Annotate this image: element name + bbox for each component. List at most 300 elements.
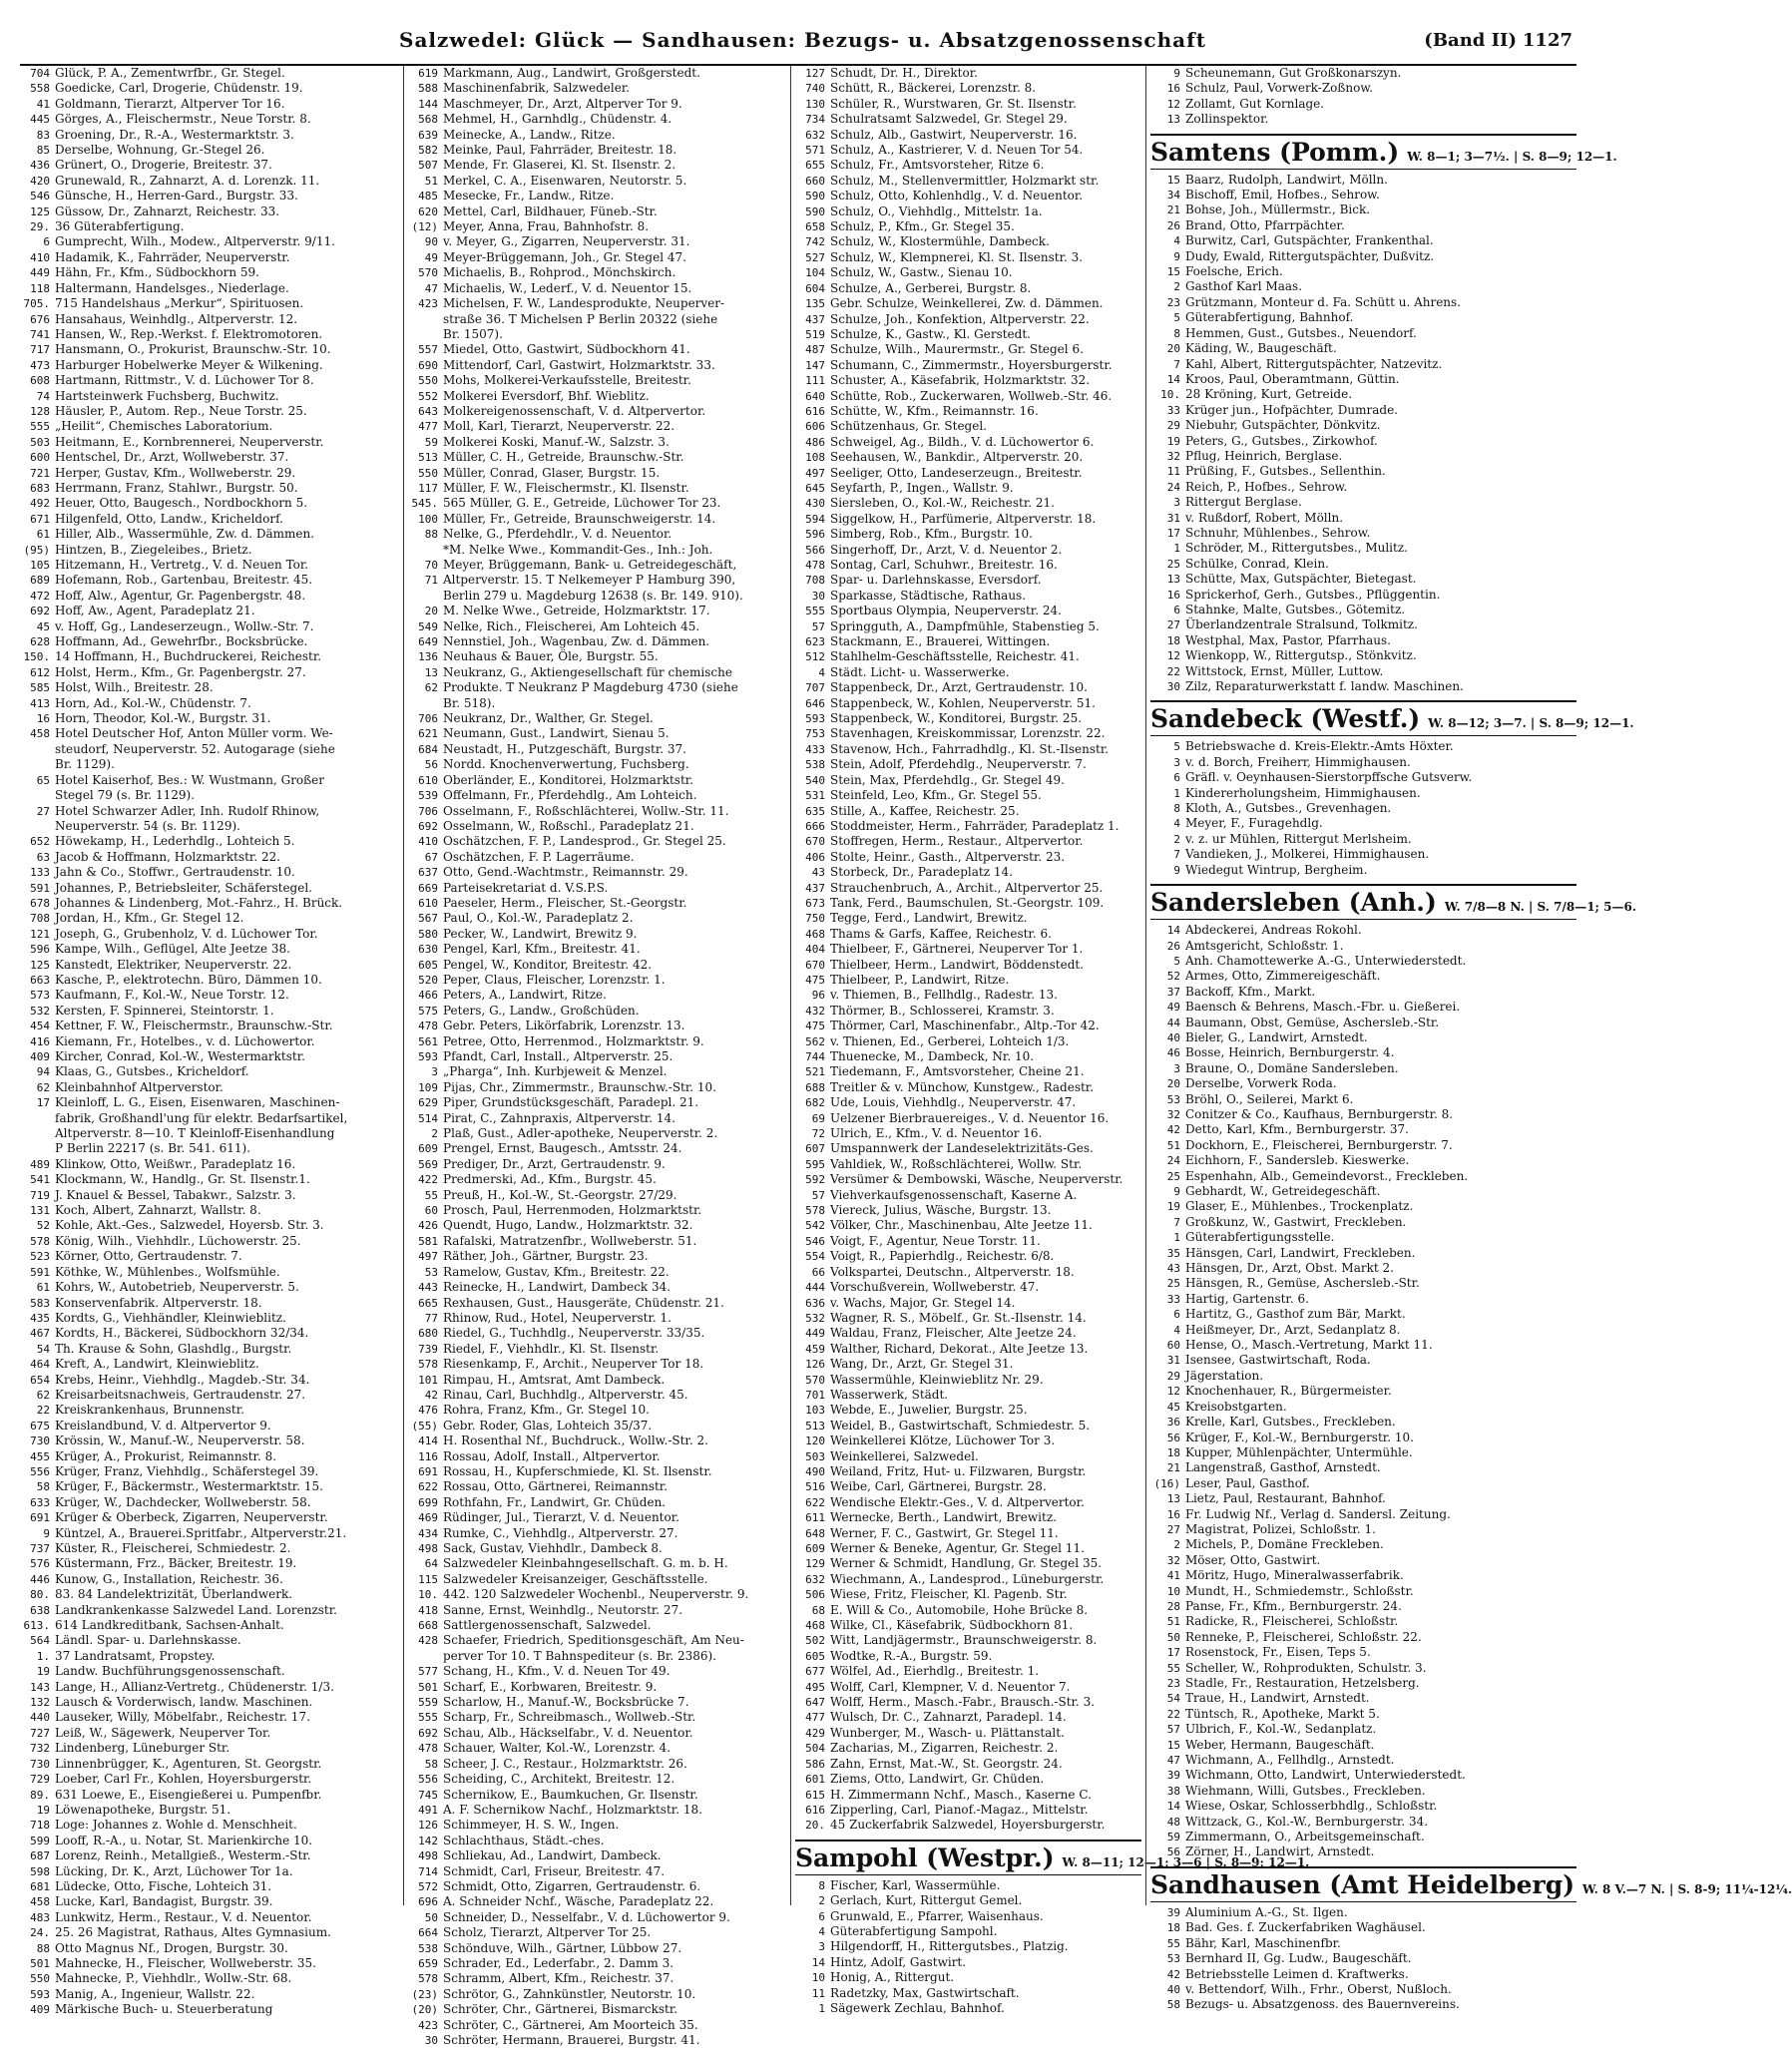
phone-number: 678 xyxy=(30,896,50,910)
subscriber-text: Versümer & Dembowski, Wäsche, Neuperverstr. xyxy=(830,1172,1123,1187)
directory-entry xyxy=(20,1280,399,1295)
directory-entry xyxy=(795,773,1141,788)
directory-entry xyxy=(20,1234,399,1249)
phone-number: 692 xyxy=(418,819,438,833)
phone-number: 27 xyxy=(1166,618,1180,632)
directory-entry xyxy=(20,496,399,511)
directory-entry xyxy=(1150,679,1576,694)
subscriber-text: Kreisarbeitsnachweis, Gertraudenstr. 27. xyxy=(55,1387,306,1402)
phone-number: (95) xyxy=(23,543,50,557)
subscriber-text: Thielbeer, Herm., Landwirt, Böddenstedt. xyxy=(830,957,1085,972)
volume-label: (Band II) xyxy=(1424,30,1517,51)
subscriber-text: Honig, A., Rittergut. xyxy=(830,1970,955,1985)
subscriber-text: Voigt, R., Papierhdlg., Reichestr. 6/8. xyxy=(830,1249,1055,1264)
phone-number: 432 xyxy=(805,1004,825,1018)
directory-entry xyxy=(408,1080,786,1095)
phone-number xyxy=(408,543,443,558)
subscriber-text: Schrader, Ed., Lederfabr., 2. Damm 3. xyxy=(443,1955,674,1970)
phone-number: 32 xyxy=(1166,1107,1180,1121)
subscriber-text: Oberländer, E., Konditorei, Holzmarktstr. xyxy=(443,772,694,787)
phone-number: 561 xyxy=(418,1034,438,1048)
subscriber-text: Scharf, E., Korbwaren, Breitestr. 9. xyxy=(443,1679,658,1694)
phone-number: 4 xyxy=(1173,1323,1180,1337)
subscriber-text: Schnuhr, Mühlenbes., Sehrow. xyxy=(1185,525,1371,540)
phone-number: 39 xyxy=(1166,1905,1180,1919)
phone-number: 684 xyxy=(418,742,438,756)
directory-entry xyxy=(20,1556,399,1571)
directory-entry xyxy=(1150,1815,1576,1830)
subscriber-text: Schützenhaus, Gr. Stegel. xyxy=(830,419,987,434)
subscriber-text: Wang, Dr., Arzt, Gr. Stegel 31. xyxy=(830,1357,1014,1372)
phone-number: 108 xyxy=(805,451,825,465)
directory-entry xyxy=(1150,264,1576,279)
directory-entry xyxy=(20,1249,399,1264)
directory-entry xyxy=(20,281,399,296)
directory-entry xyxy=(795,174,1141,189)
directory-entry xyxy=(1150,847,1576,862)
phone-number: 670 xyxy=(805,835,825,849)
subscriber-text: Schulz, Fr., Amtsvorsteher, Ritze 6. xyxy=(830,158,1045,173)
phone-number: 468 xyxy=(805,927,825,941)
phone-number: 573 xyxy=(30,989,50,1003)
subscriber-text: Treitler & v. Münchow, Kunstgew., Radestr. xyxy=(830,1079,1095,1094)
phone-number: 430 xyxy=(805,497,825,511)
phone-number: 85 xyxy=(36,144,50,158)
directory-entry xyxy=(795,296,1141,311)
directory-entry xyxy=(795,496,1141,511)
phone-number: 540 xyxy=(805,773,825,787)
directory-entry xyxy=(20,865,399,880)
place-name: Sandhausen (Amt Heidelberg) xyxy=(1150,1869,1575,1899)
subscriber-text: Stappenbeck, W., Kohlen, Neuperverstr. 51. xyxy=(830,695,1096,710)
directory-entry xyxy=(20,1464,399,1479)
phone-number: 607 xyxy=(805,1142,825,1156)
phone-number: 20 xyxy=(1166,1077,1180,1091)
directory-entry xyxy=(408,1157,786,1172)
phone-number: 663 xyxy=(30,973,50,987)
phone-number: 649 xyxy=(418,635,438,649)
directory-entry xyxy=(408,1357,786,1372)
subscriber-text: Hiller, Alb., Wassermühle, Zw. d. Dämmen. xyxy=(55,527,315,542)
phone-number: 490 xyxy=(805,1464,825,1478)
directory-entry xyxy=(408,1265,786,1280)
directory-entry xyxy=(1150,1844,1576,1859)
directory-entry xyxy=(1150,1951,1576,1966)
directory-entry xyxy=(795,1603,1141,1618)
phone-number: 680 xyxy=(418,1327,438,1341)
subscriber-text: Springguth, A., Dampfmühle, Stabenstieg 5. xyxy=(830,618,1100,633)
subscriber-text: Tüntsch, R., Apotheke, Markt 5. xyxy=(1185,1706,1380,1721)
directory-entry xyxy=(408,1280,786,1295)
directory-entry xyxy=(1150,1261,1576,1276)
directory-entry xyxy=(408,358,786,373)
place-name: Sandersleben (Anh.) xyxy=(1150,888,1437,918)
directory-entry xyxy=(20,573,399,588)
page-title: Salzwedel: Glück — Sandhausen: Bezugs- u. Absatzgenossenschaft xyxy=(399,28,1206,52)
directory-entry xyxy=(408,1188,786,1203)
directory-entry xyxy=(408,1894,786,1909)
directory-entry xyxy=(795,711,1141,726)
phone-number: 566 xyxy=(805,543,825,557)
subscriber-text: v. d. Borch, Freiherr, Himmighausen. xyxy=(1185,754,1411,769)
directory-entry xyxy=(408,604,786,618)
directory-entry xyxy=(20,1479,399,1494)
subscriber-text: Backoff, Kfm., Markt. xyxy=(1185,984,1316,999)
phone-number: 478 xyxy=(418,1742,438,1756)
directory-entry xyxy=(1150,1614,1576,1629)
phone-number: 739 xyxy=(418,1342,438,1356)
directory-entry xyxy=(20,1925,399,1940)
subscriber-text: Th. Krause & Sohn, Glashdlg., Burgstr. xyxy=(55,1341,292,1356)
subscriber-text: „Heilit“, Chemisches Laboratorium. xyxy=(55,419,273,434)
subscriber-text: Neustadt, H., Putzgeschäft, Burgstr. 37. xyxy=(443,741,686,756)
directory-entry xyxy=(1150,188,1576,203)
subscriber-text: Kaufmann, F., Kol.-W., Neue Torstr. 12. xyxy=(55,988,289,1003)
subscriber-text: Rinau, Carl, Buchhdlg., Altperverstr. 45. xyxy=(443,1387,688,1402)
phone-number: 21 xyxy=(1166,1461,1180,1475)
subscriber-text: Zacharias, M., Zigarren, Reichestr. 2. xyxy=(830,1741,1059,1756)
directory-entry xyxy=(408,1479,786,1494)
phone-number: 593 xyxy=(30,1987,50,2001)
directory-entry xyxy=(408,1834,786,1848)
subscriber-text: Conitzer & Co., Kaufhaus, Bernburgerstr. 8. xyxy=(1185,1106,1454,1121)
subscriber-text: Küster, R., Fleischerei, Schmiedestr. 2. xyxy=(55,1541,291,1555)
directory-entry xyxy=(1150,739,1576,754)
subscriber-text: Klinkow, Otto, Weißwr., Paradeplatz 16. xyxy=(55,1156,296,1171)
directory-entry xyxy=(1150,1722,1576,1737)
phone-number: 56 xyxy=(424,758,438,772)
directory-entry xyxy=(408,1864,786,1879)
directory-entry xyxy=(1150,1522,1576,1537)
subscriber-text: Gerlach, Kurt, Rittergut Gemel. xyxy=(830,1893,1023,1908)
directory-entry xyxy=(20,711,399,726)
phone-number: 62 xyxy=(36,1080,50,1094)
directory-entry xyxy=(795,1649,1141,1664)
phone-number: 42 xyxy=(1166,1967,1180,1981)
phone-number: 23 xyxy=(1166,1677,1180,1690)
phone-number: 131 xyxy=(30,1204,50,1218)
phone-number: 446 xyxy=(30,1572,50,1586)
directory-entry xyxy=(1150,480,1576,495)
subscriber-text: Scheer, J. C., Restaur., Holzmarktstr. 26. xyxy=(443,1756,687,1771)
phone-number: 572 xyxy=(418,1879,438,1893)
phone-number: 410 xyxy=(418,835,438,849)
phone-number: 578 xyxy=(418,1972,438,1986)
directory-entry xyxy=(408,1141,786,1156)
subscriber-text: Schang, H., Kfm., V. d. Neuen Tor 49. xyxy=(443,1664,671,1679)
subscriber-text: Märkische Buch- u. Steuerberatung xyxy=(55,2002,273,2017)
directory-entry xyxy=(795,1541,1141,1556)
directory-entry xyxy=(1150,279,1576,294)
phone-number: 133 xyxy=(30,866,50,880)
directory-entry xyxy=(408,1172,786,1187)
phone-number xyxy=(20,742,55,757)
phone-number: 4 xyxy=(818,665,825,679)
phone-number: 659 xyxy=(418,1956,438,1970)
subscriber-text: Harburger Hobelwerke Meyer & Wilkening. xyxy=(55,357,323,372)
subscriber-text: Hoff, Alw., Agentur, Gr. Pagenbergstr. 48. xyxy=(55,588,306,603)
directory-entry xyxy=(408,773,786,788)
subscriber-text: v. z. ur Mühlen, Rittergut Merlsheim. xyxy=(1185,831,1412,846)
place-heading xyxy=(1150,700,1634,736)
directory-entry xyxy=(408,1664,786,1679)
directory-entry xyxy=(1150,1323,1576,1338)
subscriber-text: Ziems, Otto, Landwirt, Gr. Chüden. xyxy=(830,1772,1045,1787)
subscriber-text: Jacob & Hoffmann, Holzmarktstr. 22. xyxy=(55,849,281,864)
directory-entry xyxy=(20,649,399,664)
subscriber-text: Anh. Chamottewerke A.-G., Unterwiederstedt. xyxy=(1185,953,1467,968)
directory-entry xyxy=(20,1172,399,1187)
subscriber-text: Schmidt, Carl, Friseur, Breitestr. 47. xyxy=(443,1863,666,1878)
subscriber-text: Peper, Claus, Fleischer, Lorenzstr. 1. xyxy=(443,972,666,987)
directory-entry xyxy=(1150,1553,1576,1568)
directory-entry xyxy=(20,1741,399,1756)
directory-entry xyxy=(1150,1661,1576,1676)
directory-entry xyxy=(20,358,399,373)
directory-entry xyxy=(408,1818,786,1833)
phone-number: (20) xyxy=(411,2003,438,2017)
subscriber-text: Wittzack, G., Kol.-W., Bernburgerstr. 34. xyxy=(1185,1814,1429,1829)
phone-number: 687 xyxy=(30,1849,50,1863)
subscriber-text: Hentschel, Dr., Arzt, Wollweberstr. 37. xyxy=(55,450,289,465)
directory-entry xyxy=(795,1449,1141,1464)
phone-number: 575 xyxy=(418,1004,438,1018)
subscriber-text: Niebuhr, Gutspächter, Dönkvitz. xyxy=(1185,418,1381,433)
subscriber-text: Berlin 279 u. Magdeburg 12638 (s. Br. 149. 910). xyxy=(443,588,743,603)
directory-entry xyxy=(795,1434,1141,1448)
phone-number: 60 xyxy=(1166,1339,1180,1353)
subscriber-text: Zollinspektor. xyxy=(1185,112,1269,127)
subscriber-text: Amtsgericht, Schloßstr. 1. xyxy=(1185,938,1344,953)
subscriber-text: Stegel 79 (s. Br. 1129). xyxy=(55,788,196,803)
phone-number: 53 xyxy=(1166,1952,1180,1966)
subscriber-text: Güterabfertigungsstelle. xyxy=(1185,1230,1335,1245)
subscriber-text: straße 36. T Michelsen P Berlin 20322 (siehe xyxy=(443,311,718,326)
subscriber-text: Mehmel, H., Garnhdlg., Chüdenstr. 4. xyxy=(443,112,672,127)
phone-number: 11 xyxy=(1166,465,1180,479)
subscriber-text: Sparkasse, Städtische, Rathaus. xyxy=(830,588,1027,603)
phone-number: 652 xyxy=(30,835,50,849)
directory-entry xyxy=(20,1080,399,1095)
directory-entry xyxy=(408,1848,786,1863)
subscriber-text: Tegge, Ferd., Landwirt, Brewitz. xyxy=(830,911,1028,926)
directory-entry xyxy=(1150,1584,1576,1599)
subscriber-text: Kohle, Akt.-Ges., Salzwedel, Hoyersb. Str. 3. xyxy=(55,1218,324,1233)
subscriber-text: Räther, Joh., Gärtner, Burgstr. 23. xyxy=(443,1249,649,1264)
directory-entry xyxy=(1150,786,1576,801)
phone-number: 126 xyxy=(805,1358,825,1372)
directory-entry xyxy=(795,543,1141,558)
phone-number: 692 xyxy=(418,1726,438,1740)
directory-entry xyxy=(20,1757,399,1772)
phone-number: 433 xyxy=(805,742,825,756)
column-2 xyxy=(403,66,786,2047)
subscriber-text: Vorschußverein, Wollweberstr. 47. xyxy=(830,1280,1040,1295)
directory-entry xyxy=(408,1556,786,1571)
phone-number: 1. xyxy=(36,1649,50,1663)
subscriber-text: Müller, C. H., Getreide, Braunschw.-Str. xyxy=(443,450,684,465)
phone-number: 550 xyxy=(418,374,438,388)
subscriber-text: Rüdinger, Jul., Tierarzt, V. d. Neuentor. xyxy=(443,1510,679,1525)
subscriber-text: Heuer, Otto, Baugesch., Nordbockhorn 5. xyxy=(55,496,308,511)
subscriber-text: Grunwald, E., Pfarrer, Waisenhaus. xyxy=(830,1908,1044,1923)
phone-number: 125 xyxy=(30,205,50,218)
directory-entry xyxy=(20,1403,399,1418)
phone-number: 104 xyxy=(805,266,825,280)
subscriber-text: Peters, A., Landwirt, Ritze. xyxy=(443,988,607,1003)
phone-number: 10. xyxy=(1160,388,1180,402)
subscriber-text: Hänsgen, R., Gemüse, Aschersleb.-Str. xyxy=(1185,1276,1420,1291)
phone-number: 9 xyxy=(1173,863,1180,877)
subscriber-text: Stavenow, Hch., Fahrradhdlg., Kl. St.-Ilsenstr. xyxy=(830,741,1110,756)
phone-number: 541 xyxy=(30,1173,50,1187)
subscriber-text: Stoddmeister, Herm., Fahrräder, Paradeplatz 1. xyxy=(830,818,1120,833)
phone-number: 475 xyxy=(805,1020,825,1033)
directory-entry xyxy=(408,942,786,957)
subscriber-text: Schulz, M., Stellenvermittler, Holzmarkt str. xyxy=(830,173,1100,188)
phone-number: 552 xyxy=(418,389,438,403)
subscriber-text: Meinke, Paul, Fahrräder, Breitestr. 18. xyxy=(443,143,677,158)
phone-number: 610 xyxy=(418,896,438,910)
directory-entry xyxy=(408,265,786,280)
phone-number: 14 xyxy=(1166,924,1180,938)
subscriber-text: v. Rußdorf, Robert, Mölln. xyxy=(1185,510,1344,525)
phone-number: 555 xyxy=(30,420,50,434)
directory-entry xyxy=(408,1296,786,1311)
directory-entry xyxy=(20,66,399,81)
directory-entry xyxy=(795,281,1141,296)
phone-number: 586 xyxy=(805,1757,825,1771)
subscriber-text: Derselbe, Vorwerk Roda. xyxy=(1185,1076,1337,1091)
directory-entry xyxy=(20,1788,399,1803)
directory-entry xyxy=(408,128,786,143)
subscriber-text: Thielbeer, F., Gärtnerei, Neuperver Tor 1. xyxy=(830,942,1084,957)
phone-number: 532 xyxy=(30,1004,50,1018)
directory-entry xyxy=(408,1419,786,1434)
phone-number: 531 xyxy=(805,789,825,803)
subscriber-text: Müller, Conrad, Glaser, Burgstr. 15. xyxy=(443,465,661,480)
directory-entry xyxy=(408,1510,786,1525)
directory-entry xyxy=(408,512,786,527)
directory-entry xyxy=(408,205,786,219)
directory-entry xyxy=(1150,969,1576,984)
directory-entry xyxy=(408,66,786,81)
phone-number: 3 xyxy=(818,1940,825,1954)
directory-entry xyxy=(1150,1169,1576,1184)
subscriber-text: König, Wilh., Viehhdlr., Lüchowerstr. 25. xyxy=(55,1233,301,1248)
directory-entry xyxy=(1150,617,1576,632)
subscriber-text: Mohs, Molkerei-Verkaufsstelle, Breitestr. xyxy=(443,373,691,388)
office-hours: W. 8 V.—7 N. | S. 8-9; 11¼-12¼. xyxy=(1582,1881,1792,1896)
phone-number: 7 xyxy=(1173,848,1180,862)
subscriber-text: Gebhardt, W., Getreidegeschäft. xyxy=(1185,1184,1381,1198)
subscriber-text: Langenstraß, Gasthof, Arnstedt. xyxy=(1185,1460,1381,1475)
directory-entry xyxy=(1150,1768,1576,1783)
phone-number: 61 xyxy=(36,1281,50,1295)
directory-entry xyxy=(408,1064,786,1079)
subscriber-text: Linnenbrügger, K., Agenturen, St. Georgstr. xyxy=(55,1756,322,1771)
phone-number: 20. xyxy=(805,1819,825,1833)
directory-entry xyxy=(20,1848,399,1863)
phone-number: 486 xyxy=(805,435,825,449)
directory-entry xyxy=(408,496,786,511)
directory-entry xyxy=(795,1909,1141,1924)
directory-entry xyxy=(20,680,399,695)
subscriber-text: Jägerstation. xyxy=(1185,1368,1264,1383)
directory-entry xyxy=(1150,1738,1576,1753)
phone-number: 19 xyxy=(1166,434,1180,448)
subscriber-text: Löwenapotheke, Burgstr. 51. xyxy=(55,1802,231,1817)
directory-entry xyxy=(408,296,786,311)
phone-number xyxy=(20,788,55,803)
subscriber-text: Bad. Ges. f. Zuckerfabriken Waghäusel. xyxy=(1185,1920,1426,1935)
phone-number: 6 xyxy=(1173,771,1180,785)
phone-number: 562 xyxy=(805,1034,825,1048)
directory-entry xyxy=(20,1326,399,1341)
phone-number: 630 xyxy=(418,943,438,957)
subscriber-text: Körner, Otto, Gertraudenstr. 7. xyxy=(55,1249,242,1264)
subscriber-text: Merkel, C. A., Eisenwaren, Neutorstr. 5. xyxy=(443,173,687,188)
subscriber-text: Rittergut Berglase. xyxy=(1185,495,1302,510)
subscriber-text: Krebs, Heinr., Viehhdlg., Magdeb.-Str. 34. xyxy=(55,1372,310,1387)
phone-number: 88 xyxy=(36,1941,50,1955)
directory-entry xyxy=(1150,1476,1576,1491)
phone-number: 546 xyxy=(30,190,50,204)
directory-entry xyxy=(20,589,399,604)
directory-entry xyxy=(20,1049,399,1064)
subscriber-text: Detto, Karl, Kfm., Bernburgerstr. 37. xyxy=(1185,1122,1409,1137)
directory-entry xyxy=(408,927,786,942)
phone-number: 596 xyxy=(30,943,50,957)
directory-entry xyxy=(795,604,1141,618)
directory-entry xyxy=(795,1280,1141,1295)
phone-number: 590 xyxy=(805,190,825,204)
phone-number: 514 xyxy=(418,1111,438,1125)
subscriber-text: Wittstock, Ernst, Müller, Luttow. xyxy=(1185,663,1384,678)
directory-entry xyxy=(408,527,786,542)
subscriber-text: Plaß, Gust., Adler-apotheke, Neuperverstr. 2. xyxy=(443,1126,718,1141)
phone-number: 13 xyxy=(424,665,438,679)
directory-entry xyxy=(408,1925,786,1940)
subscriber-text: Schulz, W., Gastw., Sienau 10. xyxy=(830,265,1013,280)
subscriber-text: Siersleben, O., Kol.-W., Reichestr. 21. xyxy=(830,496,1055,511)
phone-number: 708 xyxy=(30,912,50,926)
directory-entry xyxy=(795,1064,1141,1079)
directory-entry xyxy=(408,466,786,481)
directory-entry xyxy=(1150,954,1576,969)
phone-number: 673 xyxy=(805,896,825,910)
directory-entry xyxy=(408,1971,786,1986)
directory-entry xyxy=(795,1126,1141,1141)
phone-number: 147 xyxy=(805,358,825,372)
subscriber-text: Wunberger, M., Wasch- u. Plättanstalt. xyxy=(830,1725,1065,1740)
subscriber-text: Konservenfabrik. Altperverstr. 18. xyxy=(55,1295,262,1310)
directory-entry xyxy=(1150,863,1576,878)
directory-entry xyxy=(408,1403,786,1418)
subscriber-text: Pijas, Chr., Zimmermstr., Braunschw.-Str. 10. xyxy=(443,1079,717,1094)
subscriber-text: *M. Nelke Wwe., Kommandit-Ges., Inh.: Joh. xyxy=(443,542,713,557)
phone-number: 643 xyxy=(418,404,438,418)
phone-number: 591 xyxy=(30,1265,50,1279)
subscriber-text: Stille, A., Kaffee, Reichestr. 25. xyxy=(830,803,1020,818)
place-name: Samtens (Pomm.) xyxy=(1150,137,1400,167)
directory-entry xyxy=(1150,1460,1576,1475)
subscriber-text: Altperverstr. 15. T Nelkemeyer P Hamburg 390, xyxy=(443,573,736,588)
phone-number: 581 xyxy=(418,1234,438,1248)
subscriber-text: Renneke, P., Fleischerei, Schloßstr. 22. xyxy=(1185,1629,1422,1644)
subscriber-text: Br. 1507). xyxy=(443,326,503,341)
directory-entry xyxy=(408,696,786,711)
